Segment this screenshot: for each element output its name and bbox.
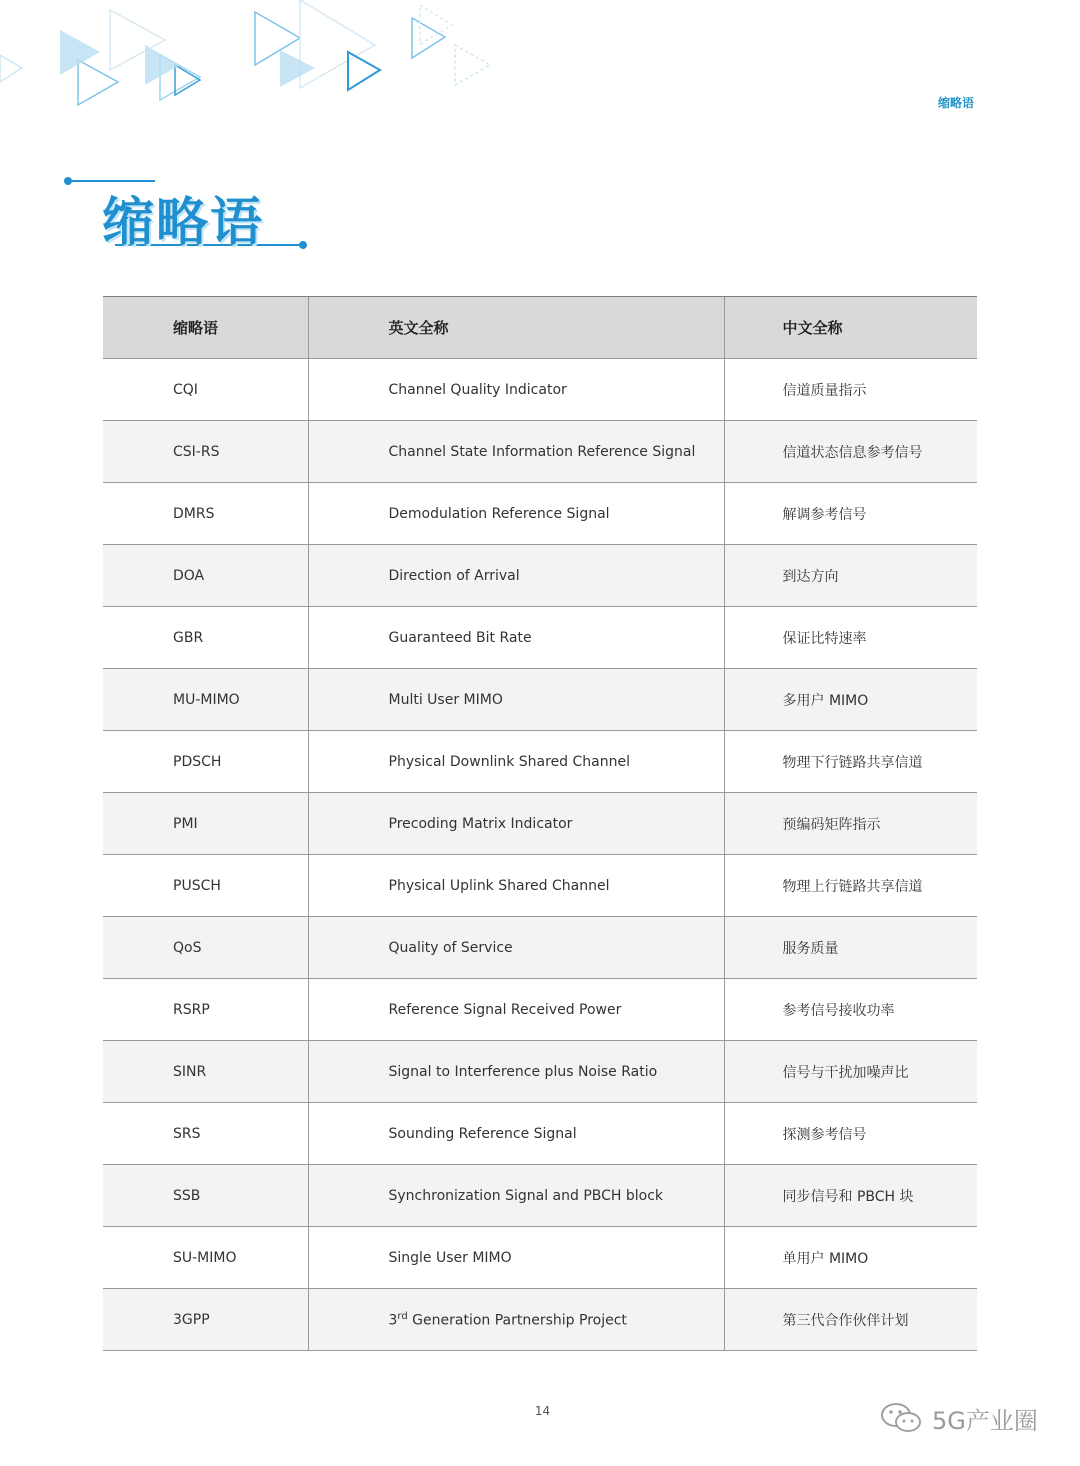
english-cell: Channel State Information Reference Signal bbox=[308, 421, 724, 483]
chinese-cell: 信道状态信息参考信号 bbox=[724, 421, 977, 483]
chinese-cell: 参考信号接收功率 bbox=[724, 979, 977, 1041]
english-cell: Physical Downlink Shared Channel bbox=[308, 731, 724, 793]
table-row bbox=[103, 359, 977, 421]
english-cell: Precoding Matrix Indicator bbox=[308, 793, 724, 855]
chinese-cell: 多用户 MIMO bbox=[724, 669, 977, 731]
wechat-icon bbox=[878, 1400, 924, 1436]
chinese-cell: 信号与干扰加噪声比 bbox=[724, 1041, 977, 1103]
page-title: 缩略语 bbox=[102, 193, 265, 253]
chinese-cell: 服务质量 bbox=[724, 917, 977, 979]
watermark bbox=[878, 1400, 1038, 1436]
table-row bbox=[103, 669, 977, 731]
english-cell: Quality of Service bbox=[308, 917, 724, 979]
watermark-text: 5G产业圈 bbox=[932, 1406, 1038, 1435]
table-row bbox=[103, 483, 977, 545]
chinese-cell: 解调参考信号 bbox=[724, 483, 977, 545]
ordinal-suffix: rd bbox=[397, 1310, 408, 1322]
page-number: 14 bbox=[534, 1404, 551, 1418]
column-header-abbr: 缩略语 bbox=[103, 297, 308, 359]
english-cell: Channel Quality Indicator bbox=[308, 359, 724, 421]
column-header-english: 英文全称 bbox=[308, 297, 724, 359]
english-cell: Single User MIMO bbox=[308, 1227, 724, 1289]
english-cell bbox=[308, 1289, 724, 1351]
abbr-cell: SU-MIMO bbox=[103, 1227, 308, 1289]
table-row bbox=[103, 1165, 977, 1227]
table-row bbox=[103, 421, 977, 483]
english-cell: Guaranteed Bit Rate bbox=[308, 607, 724, 669]
abbr-cell: PDSCH bbox=[103, 731, 308, 793]
table-row bbox=[103, 607, 977, 669]
abbr-cell: PMI bbox=[103, 793, 308, 855]
table-row bbox=[103, 979, 977, 1041]
abbr-cell: DOA bbox=[103, 545, 308, 607]
chinese-cell: 单用户 MIMO bbox=[724, 1227, 977, 1289]
chinese-cell: 第三代合作伙伴计划 bbox=[724, 1289, 977, 1351]
chinese-cell: 信道质量指示 bbox=[724, 359, 977, 421]
english-cell: Physical Uplink Shared Channel bbox=[308, 855, 724, 917]
table-row bbox=[103, 793, 977, 855]
abbr-cell: 3GPP bbox=[103, 1289, 308, 1351]
abbr-cell: CSI-RS bbox=[103, 421, 308, 483]
english-cell: Demodulation Reference Signal bbox=[308, 483, 724, 545]
abbr-cell: SINR bbox=[103, 1041, 308, 1103]
abbr-cell: QoS bbox=[103, 917, 308, 979]
chinese-cell: 物理上行链路共享信道 bbox=[724, 855, 977, 917]
english-cell: Reference Signal Received Power bbox=[308, 979, 724, 1041]
table-header-row bbox=[103, 297, 977, 359]
english-cell-text: Generation Partnership Project bbox=[407, 1312, 627, 1329]
abbr-cell: GBR bbox=[103, 607, 308, 669]
table-row bbox=[103, 545, 977, 607]
page-title-block bbox=[60, 170, 320, 260]
decorative-triangles bbox=[0, 0, 520, 130]
table-row bbox=[103, 1041, 977, 1103]
abbr-cell: DMRS bbox=[103, 483, 308, 545]
chinese-cell: 预编码矩阵指示 bbox=[724, 793, 977, 855]
ordinal-number: 3 bbox=[388, 1312, 398, 1329]
chinese-cell: 同步信号和 PBCH 块 bbox=[724, 1165, 977, 1227]
abbr-cell: CQI bbox=[103, 359, 308, 421]
table-row bbox=[103, 1289, 977, 1351]
abbr-cell: PUSCH bbox=[103, 855, 308, 917]
english-cell: Synchronization Signal and PBCH block bbox=[308, 1165, 724, 1227]
chinese-cell: 保证比特速率 bbox=[724, 607, 977, 669]
table-row bbox=[103, 917, 977, 979]
abbreviation-table bbox=[103, 296, 977, 1351]
abbr-cell: SRS bbox=[103, 1103, 308, 1165]
abbr-cell: MU-MIMO bbox=[103, 669, 308, 731]
table-row bbox=[103, 855, 977, 917]
english-cell: Direction of Arrival bbox=[308, 545, 724, 607]
abbr-cell: RSRP bbox=[103, 979, 308, 1041]
english-cell: Sounding Reference Signal bbox=[308, 1103, 724, 1165]
table-row bbox=[103, 1103, 977, 1165]
chinese-cell: 探测参考信号 bbox=[724, 1103, 977, 1165]
running-head: 缩略语 bbox=[938, 96, 975, 110]
table-row bbox=[103, 731, 977, 793]
english-cell: Multi User MIMO bbox=[308, 669, 724, 731]
chinese-cell: 到达方向 bbox=[724, 545, 977, 607]
table-row bbox=[103, 1227, 977, 1289]
abbr-cell: SSB bbox=[103, 1165, 308, 1227]
english-cell: Signal to Interference plus Noise Ratio bbox=[308, 1041, 724, 1103]
chinese-cell: 物理下行链路共享信道 bbox=[724, 731, 977, 793]
column-header-chinese: 中文全称 bbox=[724, 297, 977, 359]
